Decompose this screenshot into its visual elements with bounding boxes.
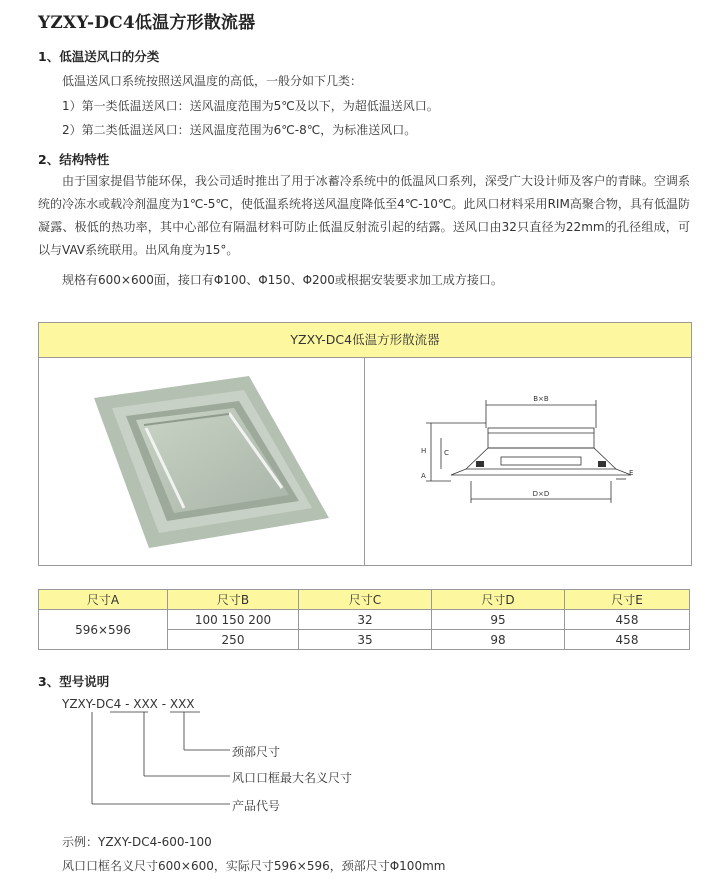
section1-item2: 2）第二类低温送风口：送风温度范围为6℃-8℃，为标准送风口。 (62, 123, 417, 137)
header-size-a: 尺寸A (39, 590, 168, 610)
section2-heading: 2、结构特性 (38, 152, 110, 167)
example-description: 风口口框名义尺寸600×600，实际尺寸596×596，颈部尺寸Φ100mm (62, 859, 446, 873)
cell-size-b: 250 (168, 630, 299, 650)
model-legend-lines (80, 710, 240, 810)
figure-divider (364, 358, 365, 565)
header-size-c: 尺寸C (299, 590, 432, 610)
dim-label-c: C (444, 449, 449, 457)
section2-specs: 规格有600×600面，接口有Φ100、Φ150、Φ200或根据安装要求加工成方接口。 (62, 273, 503, 287)
cell-size-e: 458 (565, 610, 690, 630)
spec-table (38, 589, 690, 650)
header-size-e: 尺寸E (565, 590, 690, 610)
cell-size-d: 98 (432, 630, 565, 650)
diffuser-drawing (411, 383, 671, 533)
section1-heading: 1、低温送风口的分类 (38, 49, 160, 64)
diffuser-photo (84, 368, 334, 558)
section1-item1: 1）第一类低温送风口：送风温度范围为5℃及以下，为超低温送风口。 (62, 99, 439, 113)
table-header-row (39, 590, 690, 610)
cell-size-e: 458 (565, 630, 690, 650)
label-product-code: 产品代号 (232, 799, 281, 813)
example-model: 示例：YZXY-DC4-600-100 (62, 835, 212, 849)
product-figure-box (38, 322, 692, 566)
cell-size-b: 100 150 200 (168, 610, 299, 630)
section1-intro: 低温送风口系统按照送风温度的高低，一般分如下几类： (62, 74, 363, 88)
header-size-b: 尺寸B (168, 590, 299, 610)
label-frame-size: 风口口框最大名义尺寸 (232, 771, 353, 785)
cell-size-c: 32 (299, 610, 432, 630)
dim-label-h: H (421, 447, 427, 455)
section2-paragraph: 由于国家提倡节能环保，我公司适时推出了用于冰蓄冷系统中的低温风口系列，深受广大设计师及客户的青睐。空调系统的冷冻水或载冷剂温度为1℃-5℃，使低温系统将送风温度降低至4℃-10℃。此风口材料采用RIM高聚合物，具有低温防凝露、极低的热功率，其中心部位有隔温材料可防止低温反射流引起的结露。送风口由32只直径为22mm的孔径组成，可以与VAV系统联用。出风角度为15°。 (38, 174, 690, 257)
cell-size-a: 596×596 (39, 610, 168, 650)
figure-caption: YZXY-DC4低温方形散流器 (39, 323, 691, 358)
model-code: YZXY-DC4 - XXX - XXX (62, 697, 195, 711)
dim-label-a: A (421, 472, 426, 480)
cell-size-c: 35 (299, 630, 432, 650)
section3-heading: 3、型号说明 (38, 674, 110, 689)
cell-size-d: 95 (432, 610, 565, 630)
table-row (39, 610, 690, 630)
dim-label-e: E (629, 469, 634, 477)
dim-label-dxd: D×D (532, 490, 550, 498)
label-neck-size: 颈部尺寸 (232, 745, 281, 759)
page-title: YZXY-DC4低温方形散流器 (38, 13, 256, 33)
dim-label-bxb: B×B (533, 395, 549, 403)
header-size-d: 尺寸D (432, 590, 565, 610)
